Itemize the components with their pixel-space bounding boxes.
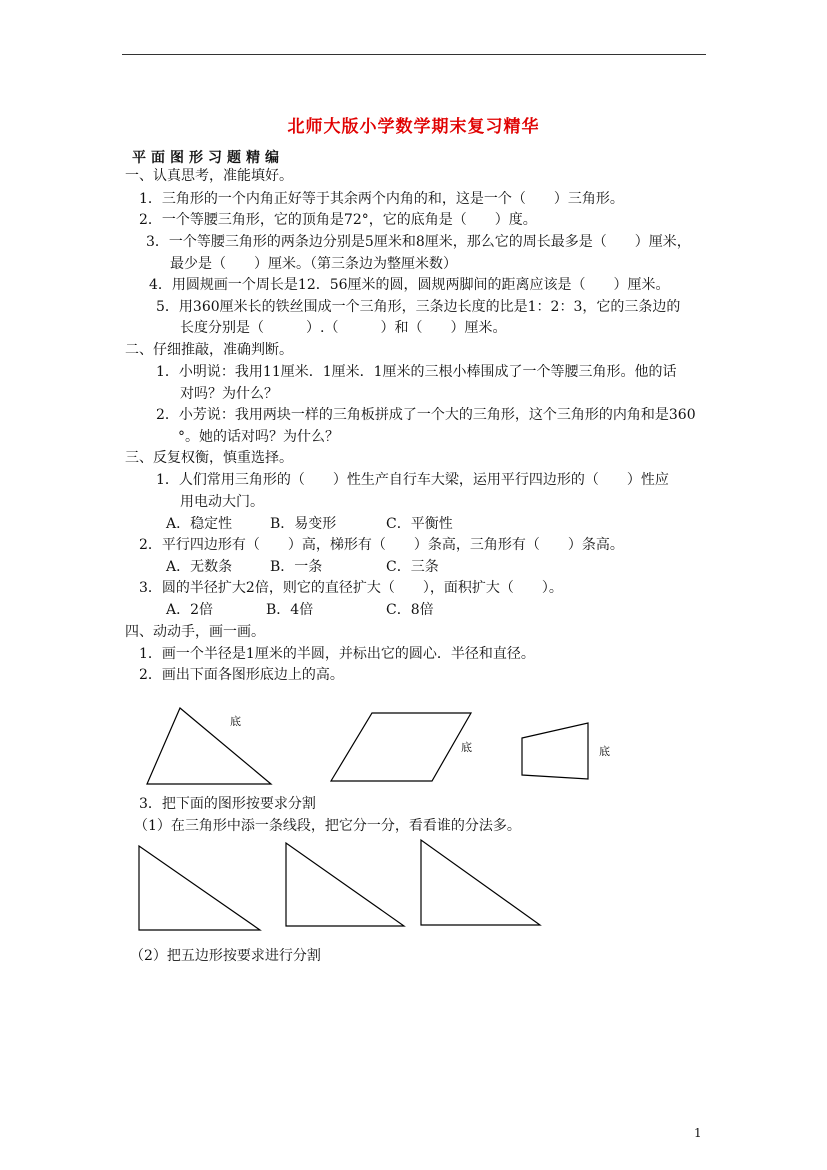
section-2-heading: 二、仔细推敲，准确判断。 [125, 342, 293, 358]
triangle-figure [147, 708, 271, 784]
s3-q3-option-b: B．4倍 [266, 602, 314, 618]
s1-q1: 1．三角形的一个内角正好等于其余两个内角的和，这是一个（ ）三角形。 [139, 191, 624, 207]
s3-q2: 2．平行四边形有（ ）高，梯形有（ ）条高，三角形有（ ）条高。 [139, 537, 624, 553]
right-triangle-3 [421, 840, 540, 925]
s1-q2: 2．一个等腰三角形，它的顶角是72°，它的底角是（ ）度。 [139, 212, 537, 228]
section-1-heading: 一、认真思考，准能填好。 [125, 168, 293, 184]
s3-q1-option-b: B．易变形 [270, 516, 337, 532]
s4-q3-part1: （1）在三角形中添一条线段，把它分一分，看看谁的分法多。 [134, 818, 521, 834]
page-number: 1 [694, 1126, 702, 1140]
section-subtitle: 平面图形习题精编 [132, 150, 284, 166]
s1-q4: 4．用圆规画一个周长是12．56厘米的圆，圆规两脚间的距离应该是（ ）厘米。 [149, 277, 670, 293]
s2-q2-line2: °。她的话对吗？为什么？ [178, 429, 339, 445]
s3-q3: 3．圆的半径扩大2倍，则它的直径扩大（ ），面积扩大（ ）。 [139, 580, 563, 596]
s3-q3-option-c: C．8倍 [386, 602, 434, 618]
parallelogram-figure [331, 713, 471, 781]
s2-q2-line1: 2．小芳说：我用两块一样的三角板拼成了一个大的三角形，这个三角形的内角和是360 [156, 407, 696, 423]
base-label-trapezoid: 底 [599, 745, 610, 758]
s3-q1-line2: 用电动大门。 [180, 494, 264, 510]
document-title: 北师大版小学数学期末复习精华 [287, 117, 540, 137]
section-4-heading: 四、动动手，画一画。 [125, 624, 265, 640]
s3-q2-option-a: A．无数条 [166, 559, 233, 575]
s3-q1-line1: 1．人们常用三角形的（ ）性生产自行车大梁，运用平行四边形的（ ）性应 [156, 472, 669, 488]
section-3-heading: 三、反复权衡，慎重选择。 [125, 450, 293, 466]
base-label-triangle: 底 [230, 715, 241, 728]
s3-q1-option-c: C．平衡性 [386, 516, 453, 532]
trapezoid-figure [522, 723, 588, 779]
s1-q3-line2: 最少是（ ）厘米。（第三条边为整厘米数） [170, 256, 457, 272]
right-triangle-2 [286, 843, 404, 926]
s2-q1-line2: 对吗？为什么？ [180, 386, 278, 402]
s1-q5-line1: 5．用360厘米长的铁丝围成一个三角形，三条边长度的比是1：2：3，它的三条边的 [156, 299, 681, 315]
s4-q3: 3．把下面的图形按要求分割 [139, 796, 316, 812]
s3-q2-option-b: B．一条 [270, 559, 323, 575]
right-triangle-1 [139, 846, 260, 930]
s4-q2: 2．画出下面各图形底边上的高。 [139, 667, 344, 683]
s1-q5-line2: 长度分别是（ ）.（ ）和（ ）厘米。 [180, 320, 507, 336]
s3-q2-option-c: C．三条 [386, 559, 439, 575]
s4-q1: 1．画一个半径是1厘米的半圆，并标出它的圆心．半径和直径。 [139, 646, 535, 662]
s4-q3-part2: （2）把五边形按要求进行分割 [130, 948, 321, 964]
s3-q3-option-a: A．2倍 [166, 602, 214, 618]
s3-q1-option-a: A．稳定性 [166, 516, 233, 532]
s2-q1-line1: 1．小明说：我用11厘米．1厘米．1厘米的三根小棒围成了一个等腰三角形。他的话 [156, 364, 677, 380]
base-label-parallelogram: 底 [461, 741, 472, 754]
s1-q3-line1: 3．一个等腰三角形的两条边分别是5厘米和8厘米，那么它的周长最多是（ ）厘米， [146, 234, 691, 250]
